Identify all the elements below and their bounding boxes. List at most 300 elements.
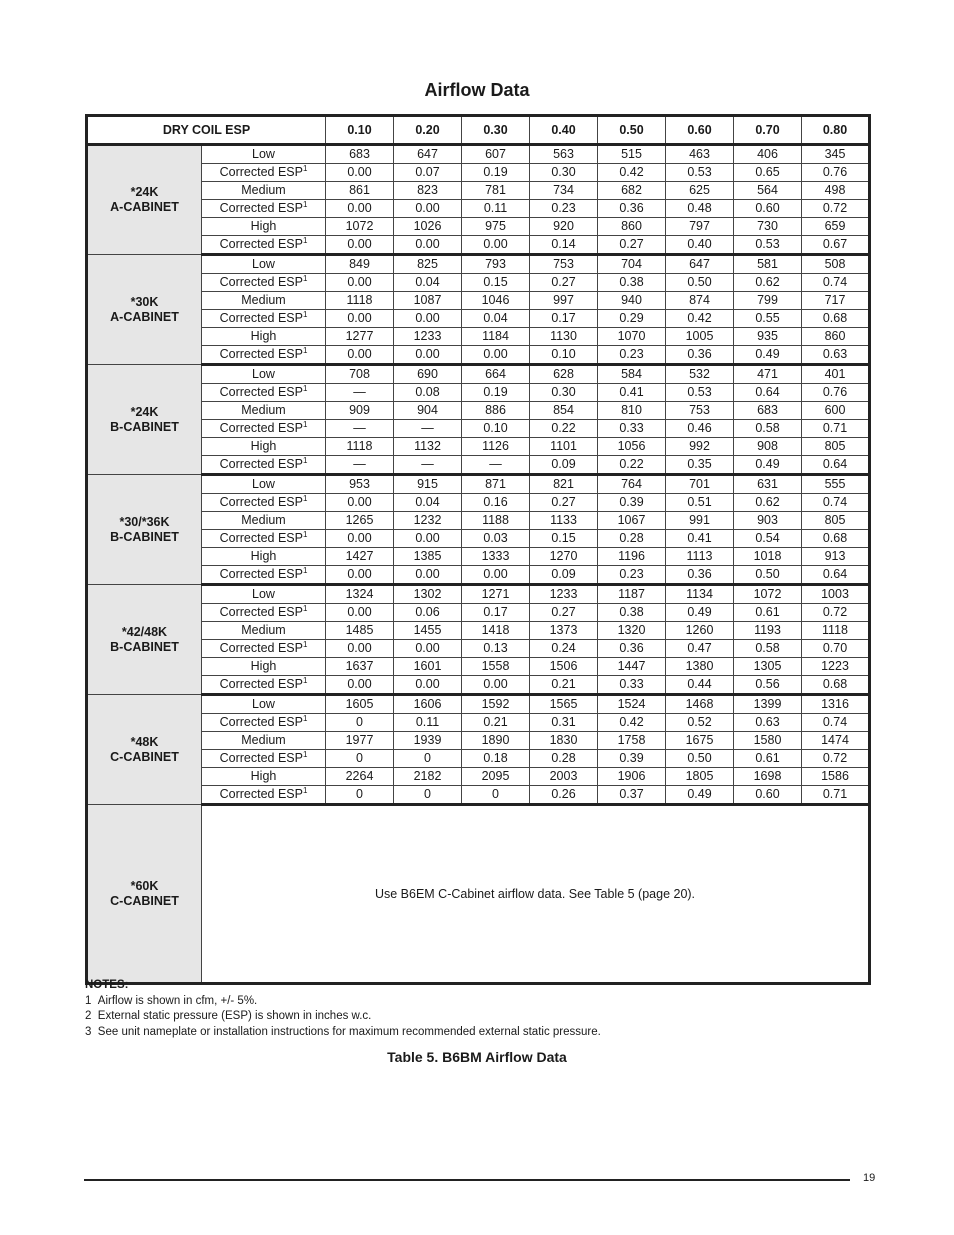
group-model: *30/*36K: [119, 514, 170, 529]
table-cell: 1056: [598, 438, 666, 456]
table-cell: 1118: [326, 438, 394, 456]
footnote-marker: 1: [302, 639, 308, 649]
table-row: [87, 145, 870, 164]
row-label-text: Corrected ESP: [219, 751, 303, 765]
table-cell: 0.15: [530, 530, 598, 548]
table-cell: 0.27: [530, 494, 598, 512]
row-label: [202, 530, 326, 548]
table-cell: 1605: [326, 695, 394, 714]
table-row: [87, 236, 870, 255]
table-cell: 0.39: [598, 494, 666, 512]
table-cell: 781: [462, 182, 530, 200]
table-row: [87, 292, 870, 310]
table-cell: 908: [734, 438, 802, 456]
table-cell: 0.00: [326, 494, 394, 512]
table-cell: 0.42: [598, 714, 666, 732]
row-label: [202, 200, 326, 218]
table-cell: 0.23: [598, 566, 666, 585]
table-cell: 997: [530, 292, 598, 310]
table-cell: 0.21: [462, 714, 530, 732]
table-cell: 0.00: [326, 274, 394, 292]
table-cell: 0.74: [802, 274, 870, 292]
table-cell: 1233: [394, 328, 462, 346]
table-row: [87, 255, 870, 274]
table-cell: 1277: [326, 328, 394, 346]
table-cell: 0.10: [462, 420, 530, 438]
table-cell: 625: [666, 182, 734, 200]
table-cell: 532: [666, 365, 734, 384]
table-cell: 0.27: [530, 604, 598, 622]
row-label-text: Corrected ESP: [219, 165, 303, 179]
table-cell: 0.11: [462, 200, 530, 218]
table-cell: 1333: [462, 548, 530, 566]
table-cell: 1233: [530, 585, 598, 604]
footnote-marker: 1: [302, 345, 308, 355]
table-cell: 683: [734, 402, 802, 420]
row-label: [202, 566, 326, 585]
table-cell: 1265: [326, 512, 394, 530]
table-cell: 0.60: [734, 786, 802, 805]
note-number: 3: [85, 1025, 92, 1038]
table-cell: 0.30: [530, 164, 598, 182]
table-cell: 0.33: [598, 420, 666, 438]
table-cell: 1223: [802, 658, 870, 676]
row-label: [202, 695, 326, 714]
table-cell: 0.36: [598, 640, 666, 658]
footnote-marker: 1: [302, 565, 308, 575]
table-cell: 799: [734, 292, 802, 310]
table-cell: 1118: [802, 622, 870, 640]
table-cell: 631: [734, 475, 802, 494]
row-label-text: Low: [252, 257, 275, 271]
table-cell: 0.33: [598, 676, 666, 695]
row-label: [202, 456, 326, 475]
row-label-text: Corrected ESP: [219, 531, 303, 545]
table-cell: 1601: [394, 658, 462, 676]
row-label-text: Low: [252, 147, 275, 161]
footnote-marker: 1: [302, 309, 308, 319]
table-cell: 563: [530, 145, 598, 164]
table-row: [87, 750, 870, 768]
table-cell: 0.00: [394, 236, 462, 255]
footnote-marker: 1: [302, 785, 308, 795]
row-label: [202, 164, 326, 182]
row-label: [202, 365, 326, 384]
table-cell: 915: [394, 475, 462, 494]
table-cell: 0.50: [666, 274, 734, 292]
table-cell: 0.00: [326, 640, 394, 658]
table-cell: 1026: [394, 218, 462, 236]
table-cell: 0.00: [326, 604, 394, 622]
table-cell: 581: [734, 255, 802, 274]
table-cell: 0.71: [802, 786, 870, 805]
row-label-text: Corrected ESP: [219, 457, 303, 471]
table-cell: —: [462, 456, 530, 475]
table-cell: 0.00: [326, 566, 394, 585]
row-label-text: High: [250, 329, 277, 343]
table-cell: 0.17: [530, 310, 598, 328]
table-cell: 1070: [598, 328, 666, 346]
table-cell: 0.10: [530, 346, 598, 365]
table-cell: 0.17: [462, 604, 530, 622]
row-label: [202, 255, 326, 274]
table-row: [87, 274, 870, 292]
table-row: [87, 768, 870, 786]
table-cell: 1188: [462, 512, 530, 530]
table-cell: 886: [462, 402, 530, 420]
table-cell: 0.00: [326, 346, 394, 365]
table-cell: 1101: [530, 438, 598, 456]
footer-rule: [84, 1179, 850, 1181]
footnote-marker: 1: [302, 383, 308, 393]
row-label-text: Medium: [241, 293, 286, 307]
table-cell: 0.72: [802, 200, 870, 218]
table-row: [87, 786, 870, 805]
row-label-text: Corrected ESP: [219, 787, 303, 801]
table-cell: 0.53: [666, 164, 734, 182]
table-cell: 628: [530, 365, 598, 384]
row-label-text: Corrected ESP: [219, 605, 303, 619]
table-cell: 1072: [326, 218, 394, 236]
notes-list: [85, 994, 601, 1041]
row-label-text: High: [250, 659, 277, 673]
table-cell: 0.74: [802, 494, 870, 512]
footnote-marker: 1: [302, 493, 308, 503]
table-cell: 0.30: [530, 384, 598, 402]
header-esp-column: 0.60: [666, 116, 734, 145]
table-cell: 0.64: [802, 566, 870, 585]
table-cell: 0.21: [530, 676, 598, 695]
table-cell: 0.00: [462, 346, 530, 365]
header-esp-column: 0.50: [598, 116, 666, 145]
header-esp-column: 0.30: [462, 116, 530, 145]
table-cell: 825: [394, 255, 462, 274]
table-row: [87, 164, 870, 182]
cabinet-note: Use B6EM C-Cabinet airflow data. See Table 5 (page 20).: [202, 805, 870, 984]
table-row: [87, 475, 870, 494]
table-row: [87, 512, 870, 530]
table-cell: 1193: [734, 622, 802, 640]
table-cell: 0.00: [394, 310, 462, 328]
table-cell: 909: [326, 402, 394, 420]
row-label: [202, 218, 326, 236]
table-row: [87, 494, 870, 512]
row-label-text: Low: [252, 587, 275, 601]
table-cell: 0.00: [394, 566, 462, 585]
row-label-text: Medium: [241, 513, 286, 527]
table-cell: 0.07: [394, 164, 462, 182]
header-dry-coil-esp: DRY COIL ESP: [87, 116, 326, 145]
row-label-text: High: [250, 549, 277, 563]
table-cell: 0.38: [598, 604, 666, 622]
page-title: Airflow Data: [424, 80, 530, 100]
table-cell: 0.28: [530, 750, 598, 768]
table-row: [87, 566, 870, 585]
table-cell: 0.68: [802, 676, 870, 695]
table-cell: 0.00: [326, 676, 394, 695]
table-cell: 0.51: [666, 494, 734, 512]
table-cell: 861: [326, 182, 394, 200]
table-cell: 471: [734, 365, 802, 384]
table-cell: 0.53: [734, 236, 802, 255]
table-cell: 0.00: [394, 676, 462, 695]
row-label-text: Corrected ESP: [219, 275, 303, 289]
table-cell: 0.56: [734, 676, 802, 695]
table-cell: 805: [802, 512, 870, 530]
table-cell: 0.55: [734, 310, 802, 328]
table-cell: 0.28: [598, 530, 666, 548]
table-cell: 0: [462, 786, 530, 805]
row-label: [202, 182, 326, 200]
table-cell: 2095: [462, 768, 530, 786]
table-cell: 1087: [394, 292, 462, 310]
table-cell: 0.70: [802, 640, 870, 658]
table-cell: 1427: [326, 548, 394, 566]
table-cell: 2264: [326, 768, 394, 786]
table-cell: 1468: [666, 695, 734, 714]
table-cell: 690: [394, 365, 462, 384]
footnote-marker: 1: [302, 199, 308, 209]
group-model: *60K: [130, 878, 159, 893]
table-cell: 0.00: [394, 640, 462, 658]
header-esp-column: 0.70: [734, 116, 802, 145]
group-cabinet: B-CABINET: [110, 419, 179, 434]
table-cell: 704: [598, 255, 666, 274]
table-cell: 940: [598, 292, 666, 310]
row-label-text: Corrected ESP: [219, 641, 303, 655]
table-cell: 0.19: [462, 164, 530, 182]
table-cell: 0.08: [394, 384, 462, 402]
header-esp-column: 0.10: [326, 116, 394, 145]
table-cell: 0.60: [734, 200, 802, 218]
group-model: *24K: [130, 404, 159, 419]
group-label: [87, 585, 202, 695]
table-cell: 1580: [734, 732, 802, 750]
row-label: [202, 292, 326, 310]
table-cell: 0.00: [326, 530, 394, 548]
table-cell: 0.06: [394, 604, 462, 622]
table-cell: 0.63: [802, 346, 870, 365]
table-cell: 0.00: [462, 236, 530, 255]
table-row: [87, 676, 870, 695]
footnote-marker: 1: [302, 163, 308, 173]
table-cell: 0.52: [666, 714, 734, 732]
table-cell: 0.22: [598, 456, 666, 475]
table-cell: 734: [530, 182, 598, 200]
table-cell: 1196: [598, 548, 666, 566]
table-cell: 708: [326, 365, 394, 384]
notes-section: [85, 978, 601, 1040]
table-cell: 805: [802, 438, 870, 456]
table-cell: 0.54: [734, 530, 802, 548]
table-cell: 0.22: [530, 420, 598, 438]
notes-heading: NOTES:: [85, 979, 129, 991]
table-cell: 0: [394, 750, 462, 768]
table-cell: 0.67: [802, 236, 870, 255]
table-cell: 0.50: [734, 566, 802, 585]
table-cell: 730: [734, 218, 802, 236]
table-cell: 0.00: [394, 530, 462, 548]
table-cell: 0.14: [530, 236, 598, 255]
table-cell: 0.46: [666, 420, 734, 438]
table-cell: 682: [598, 182, 666, 200]
row-label-text: High: [250, 439, 277, 453]
table-row: [87, 365, 870, 384]
table-cell: 0.68: [802, 310, 870, 328]
table-cell: 992: [666, 438, 734, 456]
table-cell: 0.61: [734, 750, 802, 768]
table-cell: 0.29: [598, 310, 666, 328]
table-cell: 0.09: [530, 456, 598, 475]
table-row: [87, 346, 870, 365]
table-cell: 1046: [462, 292, 530, 310]
table-cell: 753: [530, 255, 598, 274]
header-esp-column: 0.40: [530, 116, 598, 145]
table-cell: 1316: [802, 695, 870, 714]
table-cell: 1134: [666, 585, 734, 604]
airflow-data-table: [85, 114, 871, 985]
table-cell: 1485: [326, 622, 394, 640]
group-cabinet: A-CABINET: [110, 200, 179, 214]
table-cell: 797: [666, 218, 734, 236]
table-cell: 0.36: [666, 346, 734, 365]
table-row: [87, 328, 870, 346]
table-cell: 0: [326, 714, 394, 732]
row-label: [202, 402, 326, 420]
table-cell: 0.00: [326, 164, 394, 182]
table-row: [87, 732, 870, 750]
table-caption: Table 5. B6BM Airflow Data: [387, 1049, 567, 1065]
table-cell: 463: [666, 145, 734, 164]
row-label: [202, 658, 326, 676]
table-cell: 904: [394, 402, 462, 420]
table-cell: 1418: [462, 622, 530, 640]
note-item: [85, 1009, 601, 1025]
row-label: [202, 494, 326, 512]
row-label-text: Medium: [241, 733, 286, 747]
table-cell: 0.04: [394, 274, 462, 292]
table-cell: 0.03: [462, 530, 530, 548]
table-cell: 584: [598, 365, 666, 384]
table-cell: 823: [394, 182, 462, 200]
footnote-marker: 1: [302, 529, 308, 539]
table-row: [87, 585, 870, 604]
table-cell: 0.74: [802, 714, 870, 732]
row-label: [202, 236, 326, 255]
table-cell: 0.38: [598, 274, 666, 292]
row-label-text: Low: [252, 367, 275, 381]
table-cell: 647: [394, 145, 462, 164]
row-label: [202, 768, 326, 786]
table-cell: 0.71: [802, 420, 870, 438]
table-cell: 0.04: [394, 494, 462, 512]
table-cell: 0.00: [394, 346, 462, 365]
table-row: [87, 604, 870, 622]
table-cell: 0.36: [666, 566, 734, 585]
table-cell: 1005: [666, 328, 734, 346]
row-label: [202, 786, 326, 805]
table-cell: 1380: [666, 658, 734, 676]
table-row: [87, 420, 870, 438]
row-label: [202, 604, 326, 622]
table-cell: 0.42: [666, 310, 734, 328]
group-cabinet: B-CABINET: [110, 639, 179, 654]
table-cell: —: [394, 420, 462, 438]
note-text: See unit nameplate or installation instructions for maximum recommended external static pressure.: [97, 1025, 601, 1038]
table-cell: 0.49: [734, 456, 802, 475]
row-label: [202, 732, 326, 750]
table-cell: 717: [802, 292, 870, 310]
footnote-marker: 1: [302, 603, 308, 613]
table-cell: 659: [802, 218, 870, 236]
table-cell: 0.27: [530, 274, 598, 292]
table-cell: 1320: [598, 622, 666, 640]
table-cell: 0.23: [530, 200, 598, 218]
table-cell: 0.62: [734, 274, 802, 292]
row-label: [202, 328, 326, 346]
table-cell: 0.00: [326, 310, 394, 328]
table-cell: 1805: [666, 768, 734, 786]
table-cell: 1592: [462, 695, 530, 714]
row-label-text: Corrected ESP: [219, 385, 303, 399]
table-cell: 920: [530, 218, 598, 236]
row-label: [202, 622, 326, 640]
note-item: [85, 1025, 601, 1041]
table-cell: 0.49: [734, 346, 802, 365]
table-cell: 1271: [462, 585, 530, 604]
table-cell: 0.48: [666, 200, 734, 218]
table-cell: 849: [326, 255, 394, 274]
table-cell: 975: [462, 218, 530, 236]
table-cell: 1524: [598, 695, 666, 714]
table-cell: 903: [734, 512, 802, 530]
table-cell: 1606: [394, 695, 462, 714]
table-cell: 793: [462, 255, 530, 274]
table-row: [87, 182, 870, 200]
table-row: [87, 218, 870, 236]
table-header-row: [87, 116, 870, 145]
table-row: [87, 805, 870, 984]
table-cell: 1399: [734, 695, 802, 714]
footnote-marker: 1: [302, 749, 308, 759]
table-cell: 647: [666, 255, 734, 274]
table-cell: 1939: [394, 732, 462, 750]
row-label-text: Corrected ESP: [219, 201, 303, 215]
table-cell: 2182: [394, 768, 462, 786]
table-cell: 0.36: [598, 200, 666, 218]
table-cell: 0: [326, 786, 394, 805]
table-cell: 821: [530, 475, 598, 494]
table-row: [87, 456, 870, 475]
table-cell: 1474: [802, 732, 870, 750]
table-cell: 1302: [394, 585, 462, 604]
table-row: [87, 714, 870, 732]
group-cabinet: C-CABINET: [110, 749, 179, 764]
row-label: [202, 585, 326, 604]
row-label-text: High: [250, 219, 277, 233]
row-label: [202, 420, 326, 438]
table-cell: 0.09: [530, 566, 598, 585]
group-cabinet: B-CABINET: [110, 529, 179, 544]
row-label: [202, 438, 326, 456]
table-cell: —: [394, 456, 462, 475]
table-row: [87, 658, 870, 676]
table-cell: 515: [598, 145, 666, 164]
table-cell: —: [326, 420, 394, 438]
group-cabinet: A-CABINET: [110, 309, 179, 324]
table-cell: 0: [394, 786, 462, 805]
group-model: *42/48K: [121, 624, 168, 639]
